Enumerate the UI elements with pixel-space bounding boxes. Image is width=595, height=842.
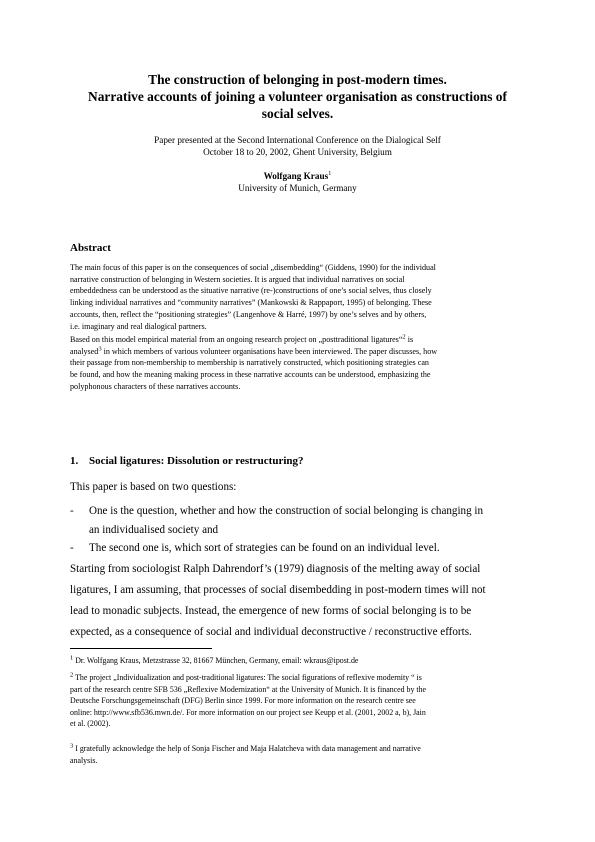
- footnote-text: The project „Individualization and post-traditional ligatures: The social figurations of reflexive modernity “ is: [75, 673, 422, 682]
- author-block: [60, 171, 535, 194]
- abstract-paragraph: [70, 334, 530, 393]
- abstract-line: narrative construction of belonging in Western societies. It is argued that individual narratives on social: [70, 274, 405, 284]
- footnote-mark: 2: [70, 671, 74, 679]
- abstract-line: accounts, then, reflect the “positioning strategies” (Langenhove & Harré, 1997) by one’s selves and by others,: [70, 309, 427, 319]
- abstract-line: polyphonous characters of these narratives accounts.: [70, 381, 241, 391]
- footnote-ref[interactable]: 1: [328, 169, 332, 177]
- title-line: The construction of belonging in post-modern times.: [148, 72, 447, 87]
- section-title: Social ligatures: Dissolution or restructuring?: [89, 455, 304, 467]
- footnote-mark: 3: [70, 742, 74, 750]
- footnote-rule: [70, 648, 212, 649]
- footnote-ref[interactable]: 2: [402, 333, 406, 341]
- abstract-heading: Abstract: [70, 242, 111, 254]
- footnote-text: Deutsche Forschungsgemeinschaft (DFG) Berlin since 1999. For more information on the research centre see: [70, 696, 416, 705]
- body-line: lead to monadic subjects. Instead, the emergence of new forms of social belonging is to be: [70, 605, 472, 617]
- abstract-line: linking individual narratives and “community narratives” (Mankowski & Rappaport, 1995) of belonging. These: [70, 298, 432, 308]
- abstract-line: i.e. imaginary and real dialogical partners.: [70, 321, 207, 331]
- footnote-mark: 1: [70, 654, 74, 662]
- footnote-text: part of the research centre SFB 536 „Reflexive Modernization“ at the University of Munich. It is financed by the: [70, 684, 427, 694]
- bullet-dash: -: [70, 542, 74, 554]
- abstract-paragraph: [70, 262, 530, 332]
- title-line: Narrative accounts of joining a volunteer organisation as constructions of: [88, 89, 507, 104]
- footnote-text: Dr. Wolfgang Kraus, Metzstrasse 32, 81667 München, Germany, email: wkraus@ipost.de: [75, 656, 359, 665]
- abstract-text: analysed: [70, 346, 99, 356]
- footnote: [70, 743, 421, 766]
- abstract-text: in which members of various volunteer organisations have been interviewed. The paper discusses, how: [101, 346, 438, 356]
- body-line: This paper is based on two questions:: [70, 481, 237, 493]
- footnote: [70, 655, 358, 667]
- body-line: ligatures, I am assuming, that processes of social disembedding in post-modern times will not: [70, 584, 486, 596]
- abstract-line: their passage from non-membership to membership is narratively constructed, which positioning strategies can: [70, 358, 429, 368]
- body-line: expected, as a consequence of social and individual deconstructive / reconstructive efforts.: [70, 626, 472, 638]
- footnote-ref[interactable]: 3: [98, 345, 102, 353]
- bullet-dash: -: [70, 505, 74, 517]
- section-number: 1.: [70, 455, 79, 467]
- bullet-text: The second one is, which sort of strategies can be found on an individual level.: [89, 542, 440, 554]
- paper-title: [60, 71, 535, 122]
- conference-line: Paper presented at the Second International Conference on the Dialogical Self: [154, 135, 441, 145]
- footnote-text: analysis.: [70, 755, 98, 765]
- footnote-text: online: http://www.sfb536.mwn.de/. For more information on our project see Keupp et al. (2001, 2002 a, b), Jain: [70, 707, 426, 717]
- body-paragraph: [70, 559, 486, 643]
- author-name: Wolfgang Kraus: [263, 171, 329, 181]
- bullet-text: an individualised society and: [89, 524, 219, 536]
- abstract-line: The main focus of this paper is on the consequences of social „disembedding“ (Giddens, 1990) for the individual: [70, 263, 436, 272]
- footnote-text: I gratefully acknowledge the help of Sonja Fischer and Maja Halatcheva with data management and narrative: [75, 744, 421, 753]
- abstract-line: be found, and how the meaning making process in these narrative accounts can be understood, emphasizing the: [70, 370, 431, 380]
- body-paragraph: [70, 477, 236, 498]
- body-line: Starting from sociologist Ralph Dahrendorf’s (1979) diagnosis of the melting away of social: [70, 563, 481, 575]
- footnote: [70, 672, 426, 730]
- title-line: social selves.: [261, 106, 334, 121]
- conference-line: October 18 to 20, 2002, Ghent University, Belgium: [203, 146, 392, 157]
- conference-note: [60, 135, 535, 158]
- abstract-line: embeddedness can be understood as the situative narrative (re-)constructions of one’s social selves, thus closely: [70, 286, 432, 296]
- section-heading: [70, 455, 304, 467]
- footnote-text: et al. (2002).: [70, 719, 111, 728]
- abstract-line: Based on this model empirical material from an ongoing research project on „posttraditional ligatures“: [70, 335, 403, 344]
- author-affiliation: University of Munich, Germany: [238, 182, 357, 193]
- bullet-text: One is the question, whether and how the construction of social belonging is changing in: [89, 505, 484, 517]
- abstract-text: is: [405, 335, 414, 344]
